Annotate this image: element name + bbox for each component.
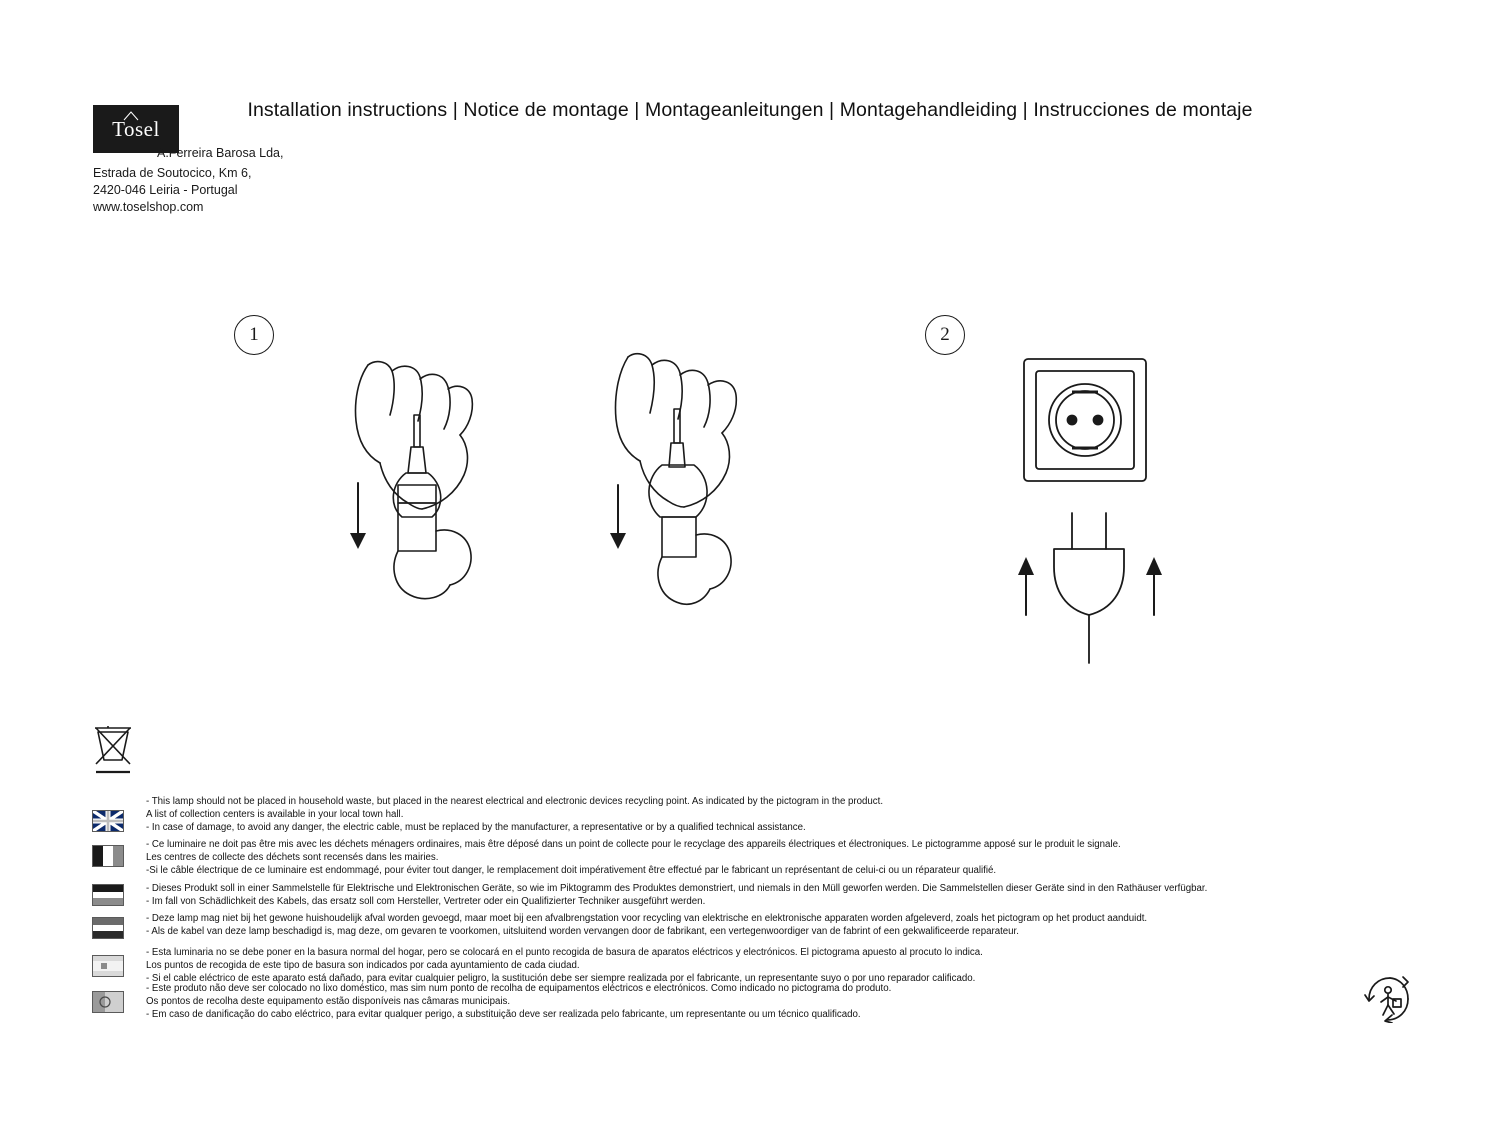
es-line-3: - Si el cable eléctrico de este aparato está dañado, para evitar cualquier peligro, la sustitución debe ser siempre realizada por el fabricante, un representante suyo o por uno reparador calificado. [146,973,976,985]
company-name: A.Ferreira Barosa Lda, [157,146,284,160]
hand-holding-lampholder-icon [310,335,540,635]
website-url: www.toselshop.com [93,200,204,214]
fr-line-2: Les centres de collecte des déchets sont recensés dans les mairies. [146,852,439,864]
en-line-2: A list of collection centers is available in your local town hall. [146,809,404,821]
spain-flag-icon [92,955,124,977]
language-text-pt [146,982,891,1022]
nl-line-2: - Als de kabel van deze lamp beschadigd is, mag deze, om gevaren te voorkomen, uitsluitend worden vervangen door de fabrikant, een vertegenwoordiger van de fabrint of een gekwalificeerde reparateur. [146,926,1019,938]
es-line-2: Los puntos de recogida de este tipo de basura son indicados por cada ayuntamiento de cada ciudad. [146,960,580,972]
fr-line-1: - Ce luminaire ne doit pas être mis avec les déchets ménagers ordinaires, mais être déposé dans un point de collecte pour le recyclage des appareils électriques et électroniques. Le pictogramme apposé sur le produit le signale. [146,839,1121,850]
crossed-out-wheelie-bin-icon [90,726,136,778]
germany-flag-icon [92,884,124,906]
fr-line-3: -Si le câble électrique de ce luminaire est endommagé, pour éviter tout danger, le remplacement doit impérativement être effectué par le fabricant un représentant de celui-ci ou un réparateur qualifié. [146,865,997,877]
power-plug-icon [1010,505,1170,665]
language-text-fr [146,838,1121,878]
language-text-de [146,882,1207,908]
netherlands-flag-icon [92,917,124,939]
brand-logo-text: Tosel [112,116,160,141]
en-line-3: - In case of damage, to avoid any danger, the electric cable, must be replaced by the manufacturer, a representative or by a qualified technical assistance. [146,822,806,834]
portugal-flag-icon [92,991,124,1013]
page-title: Installation instructions | Notice de montage | Montageanleitungen | Montagehandleiding | Instrucciones de montaje [247,99,1253,121]
pt-line-1: - Este produto não deve ser colocado no lixo doméstico, mas sim num ponto de recolha de equipamentos eléctricos e electrónicos. Como indicado no pictograma do produto. [146,983,892,994]
france-flag-icon [92,845,124,867]
nl-line-1: - Deze lamp mag niet bij het gewone huishoudelijk afval worden gevoegd, maar moet bij een afvalbrengstation voor recycling van elektrische en elektronische apparaten worden afgeleverd, zoals het pictogram op het product aanduidt. [146,913,1148,924]
hand-inserting-bulb-icon [570,335,800,635]
pt-line-3: - Em caso de danificação do cabo eléctrico, para evitar qualquer perigo, a substituição deve ser realizada pelo fabricante, um representante ou um técnico qualificado. [146,1009,861,1021]
language-text-nl [146,912,1147,938]
address-line-2: 2420-046 Leiria - Portugal [93,183,238,197]
step-number-1: 1 [234,315,274,355]
wall-socket-icon [1020,355,1150,485]
step-number-2: 2 [925,315,965,355]
address-line-1: Estrada de Soutocico, Km 6, [93,166,252,180]
en-line-1: - This lamp should not be placed in household waste, but placed in the nearest electrical and electronic devices recycling point. As indicated by the pictogram in the product. [146,796,884,807]
pt-line-2: Os pontos de recolha deste equipamento estão disponíveis nas câmaras municipais. [146,996,511,1008]
language-text-en [146,795,883,835]
es-line-1: - Esta luminaria no se debe poner en la basura normal del hogar, pero se colocará en el punto recogida de basura de aparatos eléctricos y electrónicos. El pictograma apuesto al procuto lo indica. [146,947,983,958]
language-text-es [146,946,983,986]
de-line-2: - Im fall von Schädlichkeit des Kabels, das ersatz soll com Hersteller, Vertreter oder ein Qualifizierter Techniker ausgeführt werden. [146,896,706,908]
uk-flag-icon [92,810,124,832]
de-line-1: - Dieses Produkt soll in einer Sammelstelle für Elektrische und Elektronischen Geräte, so wie im Piktogramm des Produktes demonstriert, und niemals in den Müll geworfen werden. Die Sammelstellen dieser Geräte sind in den Rathäuser verfügbar. [146,883,1208,894]
recycling-man-icon [1363,975,1411,1023]
